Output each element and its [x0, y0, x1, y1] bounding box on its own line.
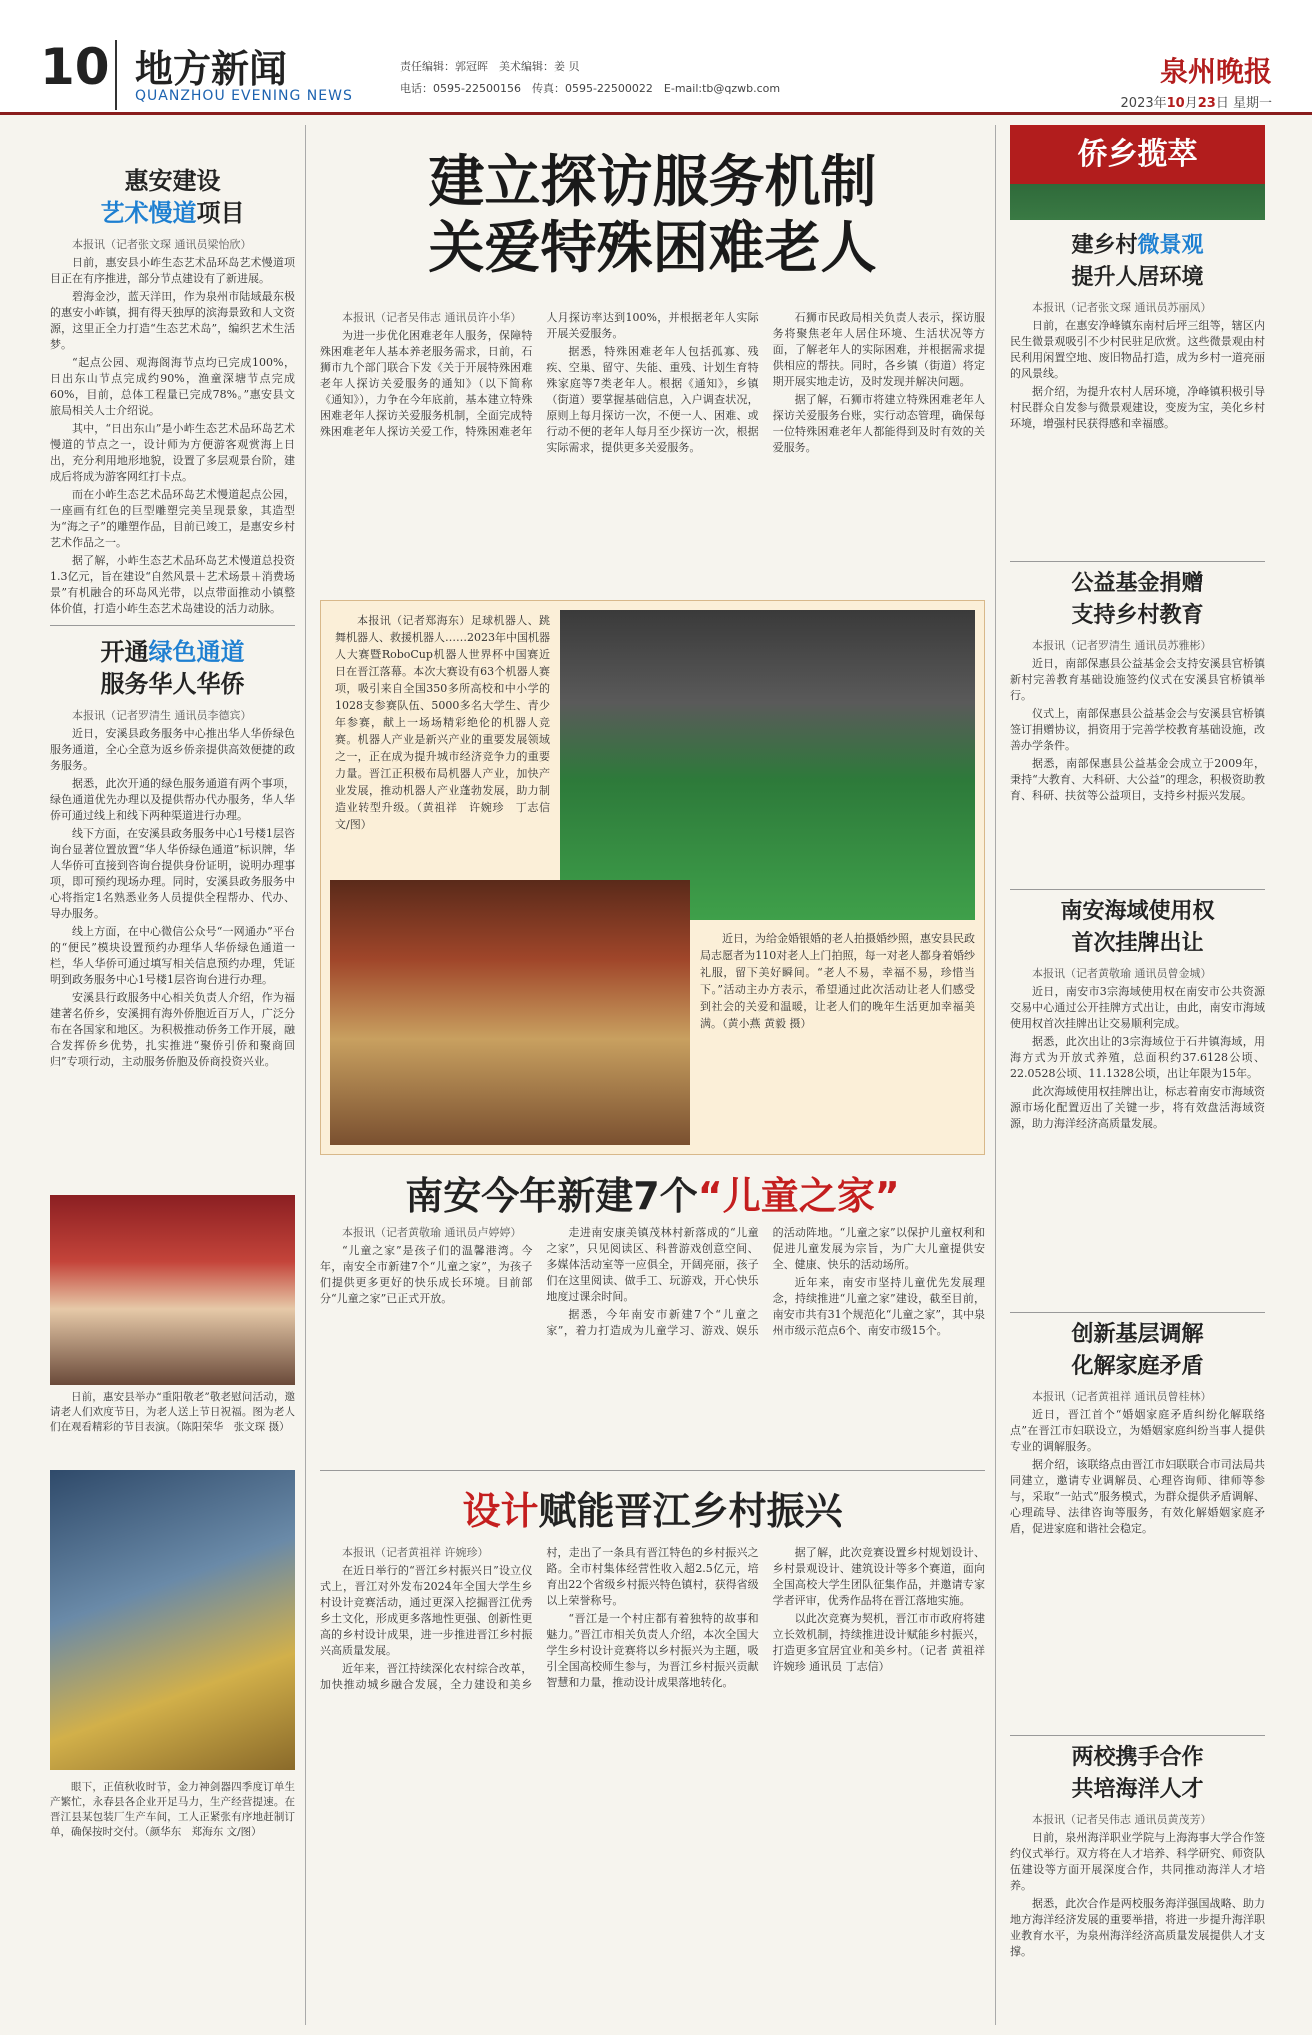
article-title-micro-landscape: 建乡村微景观 提升人居环境 — [1071, 233, 1204, 290]
masthead — [0, 0, 1312, 115]
article-title-childrens-home: 南安今年新建7个“儿童之家” — [405, 1174, 900, 1218]
photo-robot-soccer — [560, 610, 975, 920]
article-body-micro-landscape: 本报讯（记者张文琛 通讯员苏丽凤） 日前，在惠安净峰镇东南村后坪三组等，辖区内民生微景观吸引不少村民驻足欣赏。这些微景观由村民利用闲置空地、废旧物品打造，成为乡村一道亮丽的风景线。 据介绍，为提升农村人居环境，净峰镇积极引导村民群众自发参与微景观建设，变废为宝，美化乡村环境，增强村民获得感和幸福感。 — [1010, 301, 1265, 430]
photo-caption-elders: 近日，为给金婚银婚的老人拍摄婚纱照，惠安县民政局志愿者为110对老人上门拍照，每一对老人都身着婚纱礼服，留下美好瞬间。“老人不易，幸福不易，珍惜当下。”活动主办方表示，希望通过此次活动让老人们感受到社会的关爱和温暖，让老人们的晚年生活更加幸福美满。（黄小燕 黄毅 摄） — [700, 932, 975, 1030]
left-column — [50, 120, 295, 1158]
article-body-jinjiang-design: 本报讯（记者黄祖祥 许婉珍） 在近日举行的“晋江乡村振兴日”设立仪式上，晋江对外发布2024年全国大学生乡村设计竞赛活动，通过更深入挖掘晋江优秀乡土文化，形成更多落地性更强、创新性更高的乡村设计成果，进一步推进晋江乡村振兴高质量发展。 近年来，晋江持续深化农村综合改革，加快推动城乡融合发展，全力建设和美乡村，走出了一条具有晋江特色的乡村振兴之路。全市村集体经营性收入超2.5亿元，培育出22个省级乡村振兴特色镇村，获得省级以上荣誉称号。 “晋江是一个村庄都有着独特的故事和魅力。”晋江市相关负责人介绍，本次全国大学生乡村设计竞赛将以乡村振兴为主题，吸引全国高校师生参与，为晋江乡村振兴贡献智慧和力量，推动设计成果落地转化。 据了解，此次竞赛设置乡村规划设计、乡村景观设计、建筑设计等多个赛道，面向全国高校大学生团队征集作品，并邀请专家学者评审，优秀作品将在晋江落地实施。 以此次竞赛为契机，晋江市市政府将建立长效机制，持续推进设计赋能乡村振兴，打造更多宜居宜业和美乡村。（记者 黄祖祥 许婉珍 通讯员 丁志信） — [320, 1546, 985, 1691]
article-body-huian: 本报讯（记者张文琛 通讯员梁怡欣） 日前，惠安县小岞生态艺术品环岛艺术慢道项目正在有序推进，部分节点建设有了新进展。 碧海金沙，蓝天洋田，作为泉州市陆域最东极的惠安小岞镇，拥有得天独厚的滨海景致和人文资源，这里正全力打造“生态艺术岛”，编织艺术生活梦。 “起点公园、观海阁海节点均已完成100%，日出东山节点完成约90%，渔童深塘节点完成60%，目前，总体工程量已完成78%。”惠安县文旅局相关人士介绍说。 其中，“日出东山”是小岞生态艺术品环岛艺术慢道的节点之一，设计师为方便游客观赏海上日出，充分利用地形地貌，设置了多层观景台阶，建成后将成为游客网红打卡点。 而在小岞生态艺术品环岛艺术慢道起点公园，一座画有红色的巨型雕塑完美呈现景象，其造型为“海之子”的雕塑作品，目前已竣工，是惠安乡村艺术作品之一。 据了解，小岞生态艺术品环岛艺术慢道总投资1.3亿元，旨在建设“自然风景＋艺术场景＋消费场景”有机融合的环岛风光带，以点带面推动小镇整体价值，打造小岞生态艺术岛建设的活力动脉。 — [50, 238, 295, 615]
article-body-marine-talent: 本报讯（记者吴伟志 通讯员黄茂芳） 日前，泉州海洋职业学院与上海海事大学合作签约仪式举行。双方将在人才培养、科学研究、师资队伍建设等方面开展深度合作，共同推动海洋人才培养。 据悉，此次合作是两校服务海洋强国战略、助力地方海洋经济发展的重要举措，将进一步提升海洋职业教育水平，为泉州海洋经济高质量发展提供人才支撑。 — [1010, 1813, 1265, 1958]
contact-credit: 电话：0595-22500156 传真：0595-22500022 E-mail:tb@qzwb.com — [400, 82, 781, 95]
article-title-sea-area: 南安海域使用权 首次挂牌出让 — [1060, 899, 1215, 956]
article-body-anxi: 本报讯（记者罗清生 通讯员李德宾） 近日，安溪县政务服务中心推出华人华侨绿色服务通道，全心全意为返乡侨亲提供高效便捷的政务服务。 据悉，此次开通的绿色服务通道有两个事项，绿色通道优先办理以及提供帮办代办服务，华人华侨可通过线上和线下两种渠道进行办理。 线下方面，在安溪县政务服务中心1号楼1层咨询台显著位置放置“华人华侨绿色通道”标识牌，华人华侨可直接到咨询台提供身份证明，说明办理事项，即可预约现场办理。同时，安溪县政务服务中心将指定1名熟悉业务人员提供全程帮办、代办、导办服务。 线上方面，在中心微信公众号“一网通办”平台的“便民”模块设置预约办理华人华侨绿色通道一栏，华人华侨可通过填写相关信息预约办理，凭证明到政务服务中心1号楼1层咨询台进行办理。 安溪县行政服务中心相关负责人介绍，作为福建著名侨乡，安溪拥有海外侨胞近百万人，广泛分布在各国家和地区。为积极推动侨务工作开展，融合发挥侨乡优势，扎实推进“聚侨引侨和聚商回归”专项行动，主动服务侨胞及侨商投资兴业。 — [50, 709, 295, 1068]
column-banner: 侨乡揽萃 — [1010, 125, 1265, 220]
newspaper-logo: 泉州晚报 — [1159, 55, 1272, 88]
header-divider — [115, 40, 117, 110]
column-divider — [995, 125, 996, 2025]
article-title-mediation: 创新基层调解 化解家庭矛盾 — [1071, 1322, 1204, 1379]
headline-elders: 建立探访服务机制 关爱特殊困难老人 — [428, 150, 877, 281]
photo-chongyang-event — [50, 1195, 295, 1385]
article-body-childrens-home: 本报讯（记者黄敬瑜 通讯员卢婷婷） “儿童之家”是孩子们的温馨港湾。今年，南安全市新建7个“儿童之家”，为孩子们提供更多更好的快乐成长环境。目前部分“儿童之家”已正式开放。 走进南安康美镇茂林村新落成的“儿童之家”，只见阅读区、科普游戏创意空间、多媒体活动室等一应俱全，开阔亮丽，孩子们在这里阅读、做手工、玩游戏，开心快乐地度过课余时间。 据悉，今年南安市新建7个“儿童之家”，着力打造成为儿童学习、游戏、娱乐的活动阵地。“儿童之家”以保护儿童权利和促进儿童发展为宗旨，为广大儿童提供安全、健康、快乐的活动场所。 近年来，南安市坚持儿童优先发展理念，持续推进“儿童之家”建设，截至目前，南安市共有31个规范化“儿童之家”，其中泉州市级示范点6个、南安市级15个。 — [320, 1226, 985, 1337]
photo-factory — [50, 1470, 295, 1770]
issue-date: 2023年10月23日 星期一 — [1120, 96, 1272, 111]
photo-caption-chongyang: 日前，惠安县举办“重阳敬老”敬老慰问活动，邀请老人们欢度节日，为老人送上节日祝福。图为老人们在观看精彩的节目表演。（陈阳荣华 张文琛 摄） — [50, 1391, 295, 1433]
article-body-sea-area: 本报讯（记者黄敬瑜 通讯员曾金城） 近日，南安市3宗海域使用权在南安市公共资源交易中心通过公开挂牌方式出让，由此，南安市海域使用权首次挂牌出让交易顺利完成。 据悉，此次出让的3宗海域位于石井镇海域，用海方式为开放式养殖，总面积约37.6128公顷、22.0528公顷、11.1328公顷，出让年限为15年。 此次海域使用权挂牌出让，标志着南安市海域资源市场化配置迈出了关键一步，将有效盘活海域资源，助力海洋经济高质量发展。 — [1010, 967, 1265, 1130]
editor-credit: 责任编辑：郭冠晖 美术编辑：姜 贝 — [400, 60, 580, 73]
right-column — [1010, 230, 1265, 2012]
article-title-jinjiang-design: 设计赋能晋江乡村振兴 — [462, 1489, 843, 1533]
article-title-charity-fund: 公益基金捐赠 支持乡村教育 — [1071, 571, 1204, 628]
article-body-elders: 本报讯（记者吴伟志 通讯员许小华） 为进一步优化困难老年人服务，保障特殊困难老年人基本养老服务需求，日前，石狮市九个部门联合下发《关于开展特殊困难老年人探访关爱服务的通知》（以下简称《通知》），力争在今年底前，基本建立特殊困难老年人探访关爱服务机制，全面完成特殊困难老年人探访关爱工作，特殊困难老年人月探访率达到100%，并根据老年人实际开展关爱服务。 据悉，特殊困难老年人包括孤寡、残疾、空巢、留守、失能、重残、计划生育特殊家庭等7类老年人。根据《通知》，乡镇（街道）要掌握基础信息，入户调查状况，原则上每月探访一次，不便一人、困难、或行动不便的老年人每月至少探访一次，根据实际需求，提供更多关爱服务。 石狮市民政局相关负责人表示，探访服务将聚焦老年人居住环境、生活状况等方面，了解老年人的实际困难，并根据需求提供相应的帮扶。同时，各乡镇（街道）将定期开展实地走访，及时发现并解决问题。 据了解，石狮市将建立特殊困难老年人探访关爱服务台账，实行动态管理，确保每一位特殊困难老年人都能得到及时有效的关爱服务。 — [320, 311, 985, 454]
photo-elder-couple — [330, 880, 690, 1145]
article-body-mediation: 本报讯（记者黄祖祥 通讯员曾桂林） 近日，晋江首个“婚姻家庭矛盾纠纷化解联络点”在晋江市妇联设立，为婚姻家庭纠纷当事人提供专业的调解服务。 据介绍，该联络点由晋江市妇联联合市司法局共同建立，邀请专业调解员、心理咨询师、律师等参与，采取“一站式”服务模式，为群众提供矛盾调解、心理疏导、法律咨询等服务，有效化解婚姻家庭矛盾，促进家庭和谐社会稳定。 — [1010, 1390, 1265, 1535]
article-title-marine-talent: 两校携手合作 共培海洋人才 — [1071, 1745, 1204, 1802]
photo-caption-factory: 眼下，正值秋收时节，金力神剑器四季度订单生产繁忙，永春县各企业开足马力，生产经营提速。在晋江县某包装厂生产车间，工人正紧张有序地赶制订单，确保按时交付。（颜华东 郑海东 文/图） — [50, 1781, 295, 1838]
photo-caption-robot: 本报讯（记者郑海东）足球机器人、跳舞机器人、救援机器人……2023年中国机器人大赛暨RoboCup机器人世界杯中国赛近日在晋江落幕。本次大赛设有63个机器人赛项，吸引来自全国350多所高校和中小学的1028支参赛队伍、5000多名大学生、青少年参赛，献上一场场精彩绝伦的机器人竞赛。机器人产业是新兴产业的重要发展领域之一，正在成为提升城市经济竞争力的重要力量。晋江正积极布局机器人产业，加快产业发展，推动机器人产业蓬勃发展，助力制造业转型升级。（黄祖祥 许婉珍 丁志信 文/图） — [335, 614, 550, 831]
section-title: 地方新闻 — [135, 47, 288, 91]
divider — [320, 1470, 985, 1471]
page-number: 10 — [40, 38, 110, 96]
column-divider — [305, 125, 306, 2025]
section-title-en: QUANZHOU EVENING NEWS — [135, 88, 353, 104]
divider — [50, 625, 295, 626]
article-title-anxi: 开通绿色通道 服务华人华侨 — [100, 638, 245, 698]
article-body-charity-fund: 本报讯（记者罗清生 通讯员苏雅彬） 近日，南部保惠县公益基金会支持安溪县官桥镇新村完善教育基础设施签约仪式在安溪县官桥镇举行。 仪式上，南部保惠县公益基金会与安溪县官桥镇签订捐赠协议，捐资用于完善学校教育基础设施，改善办学条件。 据悉，南部保惠县公益基金会成立于2009年，秉持“大教育、大科研、大公益”的理念，积极资助教育、科研、扶贫等公益项目，支持乡村振兴发展。 — [1010, 639, 1265, 802]
article-title-huian: 惠安建设 艺术慢道项目 — [100, 167, 245, 227]
